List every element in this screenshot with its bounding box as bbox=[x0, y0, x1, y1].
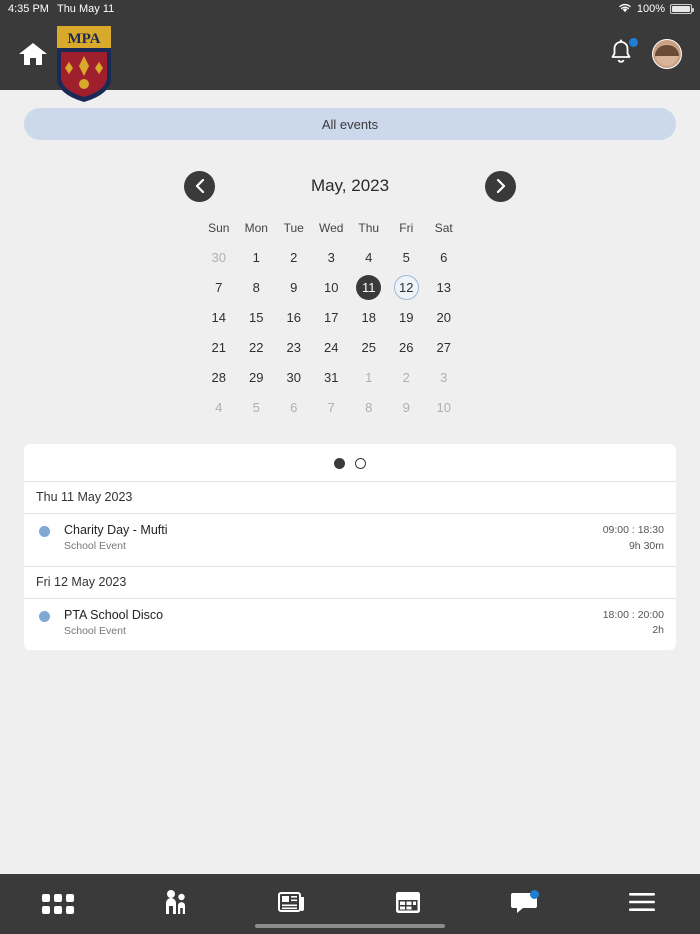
calendar-day-cell[interactable] bbox=[350, 392, 388, 422]
apps-grid-icon bbox=[42, 894, 74, 914]
calendar-day-number: 12 bbox=[394, 275, 419, 300]
calendar-day-number: 21 bbox=[211, 339, 226, 355]
calendar-week-row bbox=[200, 362, 500, 392]
calendar-day-number: 19 bbox=[399, 309, 414, 325]
calendar-day-number: 2 bbox=[290, 249, 298, 265]
calendar-day-cell[interactable] bbox=[350, 362, 388, 392]
calendar-day-cell[interactable] bbox=[313, 392, 351, 422]
calendar-day-number: 22 bbox=[249, 339, 264, 355]
calendar-day-cell[interactable] bbox=[425, 392, 463, 422]
calendar-day-header: Fri bbox=[399, 221, 414, 235]
event-color-dot bbox=[39, 526, 50, 537]
calendar-day-cell[interactable] bbox=[388, 362, 426, 392]
battery-full-icon bbox=[670, 4, 692, 14]
main-content bbox=[0, 108, 700, 650]
calendar-day-number: 13 bbox=[436, 279, 451, 295]
calendar-day-number: 18 bbox=[361, 309, 376, 325]
calendar-day-number: 10 bbox=[436, 399, 451, 415]
calendar-day-number: 31 bbox=[324, 369, 339, 385]
wifi-icon bbox=[618, 2, 632, 16]
calendar-day-cell[interactable] bbox=[350, 332, 388, 362]
calendar-day-cell[interactable] bbox=[388, 392, 426, 422]
event-subtitle: School Event bbox=[64, 540, 126, 552]
calendar-day-header: Mon bbox=[244, 221, 268, 235]
news-icon bbox=[278, 890, 306, 919]
calendar-week-row bbox=[200, 302, 500, 332]
calendar-day-cell[interactable] bbox=[313, 362, 351, 392]
calendar-day-number: 15 bbox=[249, 309, 264, 325]
calendar-day-number: 7 bbox=[215, 279, 223, 295]
calendar-day-number: 4 bbox=[365, 249, 373, 265]
calendar-day-number: 23 bbox=[286, 339, 301, 355]
school-crest-logo bbox=[55, 26, 113, 102]
calendar-day-header: Thu bbox=[358, 221, 380, 235]
calendar-grid bbox=[200, 218, 500, 422]
calendar-day-number: 1 bbox=[252, 249, 260, 265]
calendar-day-cell[interactable] bbox=[200, 332, 238, 362]
events-pager[interactable] bbox=[24, 444, 676, 481]
app-header bbox=[0, 18, 700, 90]
calendar-week-row bbox=[200, 242, 500, 272]
calendar-day-cell[interactable] bbox=[388, 242, 426, 272]
event-duration: 9h 30m bbox=[628, 539, 664, 552]
calendar-day-number: 30 bbox=[211, 249, 226, 265]
calendar-day-cell[interactable] bbox=[200, 362, 238, 392]
prev-month-button[interactable] bbox=[184, 171, 215, 202]
calendar-day-number: 3 bbox=[327, 249, 335, 265]
calendar-day-header: Tue bbox=[283, 221, 304, 235]
event-title: Charity Day - Mufti bbox=[64, 523, 168, 537]
calendar-month-title: May, 2023 bbox=[310, 176, 390, 195]
calendar-day-cell[interactable] bbox=[350, 272, 388, 302]
bell-icon[interactable] bbox=[608, 39, 634, 69]
calendar-day-cell[interactable] bbox=[238, 272, 276, 302]
calendar-day-number: 8 bbox=[365, 399, 373, 415]
event-details bbox=[64, 608, 603, 637]
calendar-day-number: 26 bbox=[399, 339, 414, 355]
home-icon[interactable] bbox=[18, 40, 48, 68]
menu-icon bbox=[629, 892, 655, 917]
calendar-day-cell[interactable] bbox=[200, 272, 238, 302]
event-title: PTA School Disco bbox=[64, 607, 164, 622]
calendar-header bbox=[0, 166, 700, 206]
status-date: Thu May 11 bbox=[56, 3, 115, 15]
calendar-day-cell[interactable] bbox=[313, 242, 351, 272]
events-panel bbox=[24, 444, 676, 650]
calendar-day-number: 11 bbox=[356, 275, 381, 300]
calendar-day-number: 16 bbox=[286, 309, 301, 325]
notification-badge bbox=[629, 38, 638, 47]
calendar-day-number: 24 bbox=[324, 339, 339, 355]
calendar-day-cell[interactable] bbox=[238, 242, 276, 272]
calendar-day-cell[interactable] bbox=[313, 302, 351, 332]
calendar-day-cell[interactable] bbox=[238, 392, 276, 422]
calendar-day-cell[interactable] bbox=[200, 242, 238, 272]
next-month-button[interactable] bbox=[485, 171, 516, 202]
calendar-day-cell[interactable] bbox=[275, 302, 313, 332]
calendar-day-number: 30 bbox=[286, 369, 301, 385]
calendar-day-cell[interactable] bbox=[275, 272, 313, 302]
calendar-day-number: 2 bbox=[402, 369, 410, 385]
calendar-day-header: Sat bbox=[434, 221, 453, 235]
calendar-day-cell[interactable] bbox=[200, 302, 238, 332]
calendar-day-number: 4 bbox=[215, 399, 223, 415]
event-row[interactable] bbox=[24, 598, 676, 651]
all-events-filter[interactable] bbox=[24, 108, 676, 140]
user-avatar[interactable] bbox=[652, 39, 682, 69]
calendar-day-cell[interactable] bbox=[425, 332, 463, 362]
calendar-day-cell[interactable] bbox=[388, 302, 426, 332]
calendar-day-number: 20 bbox=[436, 309, 451, 325]
event-time-range: 09:00 : 18:30 bbox=[602, 524, 664, 536]
calendar-day-number: 10 bbox=[324, 279, 339, 295]
event-row[interactable] bbox=[24, 513, 676, 566]
calendar-day-number: 29 bbox=[249, 369, 264, 385]
calendar-day-cell[interactable] bbox=[350, 302, 388, 332]
pager-dot[interactable] bbox=[334, 458, 345, 469]
pager-dot[interactable] bbox=[355, 458, 366, 469]
calendar-day-number: 25 bbox=[361, 339, 376, 355]
home-indicator bbox=[255, 924, 445, 928]
calendar-day-cell[interactable] bbox=[313, 332, 351, 362]
calendar-day-cell[interactable] bbox=[350, 242, 388, 272]
calendar-day-cell[interactable] bbox=[388, 272, 426, 302]
calendar-day-number: 5 bbox=[402, 249, 410, 265]
event-date-header: Thu 11 May 2023 bbox=[24, 481, 676, 513]
calendar-day-number: 9 bbox=[290, 279, 298, 295]
people-icon bbox=[161, 889, 189, 920]
calendar-week-row bbox=[200, 332, 500, 362]
calendar-day-cell[interactable] bbox=[425, 362, 463, 392]
calendar-week-row bbox=[200, 272, 500, 302]
calendar-day-number: 28 bbox=[211, 369, 226, 385]
calendar-day-cell[interactable] bbox=[388, 332, 426, 362]
calendar-day-cell[interactable] bbox=[275, 362, 313, 392]
svg-text:MPA: MPA bbox=[67, 31, 101, 47]
status-bar bbox=[0, 0, 700, 18]
calendar-week-row bbox=[200, 392, 500, 422]
bottom-tab-bar bbox=[0, 874, 700, 934]
event-color-dot bbox=[39, 611, 50, 622]
calendar-day-number: 1 bbox=[365, 369, 373, 385]
tab-menu[interactable] bbox=[583, 874, 700, 934]
tab-people[interactable] bbox=[117, 874, 234, 934]
calendar-day-cell[interactable] bbox=[425, 242, 463, 272]
calendar-day-number: 17 bbox=[324, 309, 339, 325]
event-details bbox=[64, 523, 603, 552]
calendar-day-cell[interactable] bbox=[200, 392, 238, 422]
calendar-day-headers bbox=[200, 218, 500, 242]
calendar-day-cell[interactable] bbox=[425, 302, 463, 332]
event-time-range: 18:00 : 20:00 bbox=[602, 608, 664, 621]
calendar-day-number: 14 bbox=[211, 309, 226, 325]
calendar-icon bbox=[395, 889, 421, 920]
calendar-day-number: 6 bbox=[440, 249, 448, 265]
event-time-block bbox=[603, 523, 664, 555]
calendar-day-header: Sun bbox=[208, 221, 230, 235]
event-date-header: Fri 12 May 2023 bbox=[24, 566, 676, 598]
calendar-day-number: 3 bbox=[440, 369, 448, 385]
calendar-day-cell[interactable] bbox=[238, 362, 276, 392]
event-duration: 2h bbox=[652, 624, 664, 637]
calendar-day-number: 9 bbox=[402, 399, 410, 415]
calendar-day-cell[interactable] bbox=[275, 392, 313, 422]
tab-apps[interactable] bbox=[0, 874, 117, 934]
calendar-day-number: 27 bbox=[436, 339, 451, 355]
calendar-day-header: Wed bbox=[319, 221, 344, 235]
calendar-day-cell[interactable] bbox=[275, 242, 313, 272]
all-events-label: All events bbox=[321, 116, 379, 132]
calendar-day-number: 6 bbox=[290, 399, 298, 415]
calendar-day-cell[interactable] bbox=[238, 302, 276, 332]
calendar-day-cell[interactable] bbox=[425, 272, 463, 302]
status-time: 4:35 PM bbox=[8, 3, 49, 15]
calendar bbox=[0, 166, 700, 422]
tab-messages[interactable] bbox=[467, 874, 584, 934]
calendar-day-number: 7 bbox=[327, 399, 335, 415]
battery-percent: 100% bbox=[636, 3, 665, 15]
event-subtitle: School Event bbox=[64, 624, 126, 637]
calendar-day-number: 5 bbox=[252, 399, 260, 415]
calendar-day-cell[interactable] bbox=[238, 332, 276, 362]
event-time-block bbox=[603, 608, 664, 640]
calendar-day-number: 8 bbox=[252, 279, 260, 295]
calendar-day-cell[interactable] bbox=[313, 272, 351, 302]
calendar-day-cell[interactable] bbox=[275, 332, 313, 362]
